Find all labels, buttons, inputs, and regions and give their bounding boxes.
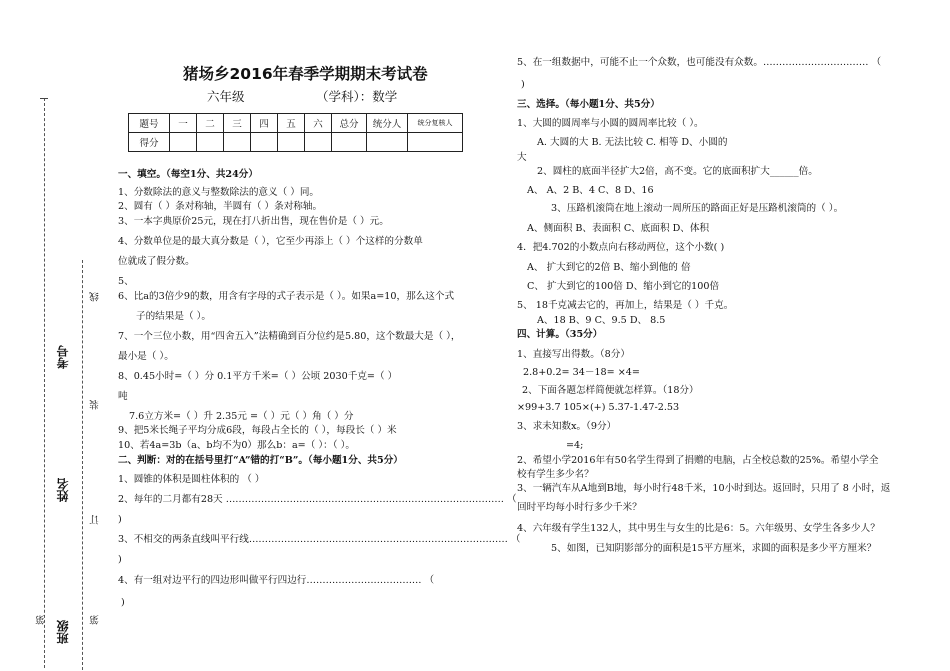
- fill-question-9: 9、把5米长绳子平均分成6段，每段占全长的（ ），每段长（ ）米: [118, 425, 397, 436]
- fill-question-4-cont: 位就成了假分数。: [118, 256, 195, 267]
- score-input-cell[interactable]: [332, 133, 367, 152]
- choice-question-2: 2、圆柱的底面半径扩大2倍，高不变。它的底面积扩大______倍。: [537, 166, 818, 177]
- fill-question-8-cont: 7.6立方米=（ ）升 2.35元 =（ ）元（ ）角（ ）分: [129, 411, 354, 422]
- word-problem-3-cont: 回时平均每小时行多少千米？: [517, 502, 642, 513]
- fill-question-7: 7、一个三位小数，用“四舍五入”法精确到百分位约是5.80，这个数最大是（ ），: [118, 331, 461, 342]
- score-cell: 四: [251, 114, 278, 133]
- choice-question-3-options: A、侧面积 B、表面积 C、底面积 D、体积: [527, 223, 710, 234]
- choice-question-4-options-2: C、 扩大到它的100倍 D、缩小到它的100倍: [527, 281, 720, 292]
- score-cell: 六: [305, 114, 332, 133]
- calc-question-3-items: =4;: [566, 440, 584, 451]
- binding-label-di-2: 第: [90, 615, 101, 625]
- fill-question-10: 10、若4a=3b（a、b均不为0）那么b：a=（ ）：（ ）。: [118, 440, 355, 451]
- score-cell: 总分: [332, 114, 367, 133]
- fill-question-6: 6、比a的3倍少9的数，用含有字母的式子表示是（ ）。如果a=10，那么这个式: [118, 291, 455, 302]
- fill-question-5: 5、: [118, 276, 134, 287]
- score-cell: 统分复核人: [408, 114, 463, 133]
- score-input-cell[interactable]: [408, 133, 463, 152]
- score-cell: 得分: [129, 133, 170, 152]
- choice-question-5: 5、 18千克减去它的，再加上，结果是（ ）千克。: [517, 300, 734, 311]
- grade-label: 六年级: [207, 89, 245, 104]
- binding-dashed-line: [44, 98, 45, 668]
- word-problem-4: 4、六年级有学生132人，其中男生与女生的比是6：5。六年级男、女学生各多少人？: [517, 523, 880, 534]
- binding-label-name: 姓名: [56, 478, 70, 502]
- choice-question-1-cont: 大: [517, 152, 527, 163]
- word-problem-5: 5、如图，已知阴影部分的面积是15平方厘米，求圆的面积是多少平方厘米？: [551, 543, 877, 554]
- calc-question-3: 3、求未知数x。（9分）: [517, 421, 617, 432]
- judge-question-5: 5、在一组数据中，可能不止一个众数，也可能没有众数。…………………………… （: [517, 57, 882, 68]
- word-problem-3: 3、一辆汽车从A地到B地，每小时行48千米，10小时到达。返回时，只用了 8 小时，返: [517, 483, 891, 494]
- fill-question-8-unit: 吨: [118, 391, 128, 402]
- binding-dashed-line-2: [82, 260, 83, 670]
- judge-question-5-paren: ): [521, 79, 525, 90]
- fill-question-1: 1、分数除法的意义与整数除法的意义（ ）同。: [118, 187, 320, 198]
- judge-question-3-paren: ): [118, 554, 122, 565]
- choice-question-1: 1、大圆的圆周率与小圆的圆周率比较（ ）。: [517, 118, 704, 129]
- choice-question-4-options-1: A、 扩大到它的2倍 B、缩小到他的 倍: [527, 262, 691, 273]
- score-cell: 三: [224, 114, 251, 133]
- judge-question-4: 4、有一组对边平行的四边形叫做平行四边行……………………………… （: [118, 575, 435, 586]
- judge-question-2: 2、每年的二月都有28天 …………………………………………………………………………… （: [118, 494, 517, 505]
- calc-question-1: 1、直接写出得数。（8分）: [517, 349, 630, 360]
- judge-question-2-paren: ): [118, 514, 122, 525]
- section-1-heading: 一、填空。（每空1分、共24分）: [118, 169, 258, 180]
- score-table-score-row: [129, 133, 463, 152]
- section-2-heading: 二、判断：对的在括号里打“A”错的打“B”。（每小题1分、共5分）: [118, 455, 403, 466]
- score-table: [128, 113, 463, 152]
- word-problem-2-cont: 校有学生多少名？: [517, 469, 594, 480]
- subject-label: （学科）：数学: [316, 89, 398, 104]
- fill-question-3: 3、一本字典原价25元，现在打八折出售，现在售价是（ ）元。: [118, 216, 389, 227]
- score-input-cell[interactable]: [278, 133, 305, 152]
- score-input-cell[interactable]: [305, 133, 332, 152]
- binding-label-class: 班级: [56, 620, 70, 644]
- binding-label-exam-number: 考号: [56, 345, 70, 369]
- score-cell: 统分人: [367, 114, 408, 133]
- section-3-heading: 三、选择。（每小题1分、共5分）: [517, 99, 660, 110]
- score-cell: 一: [170, 114, 197, 133]
- choice-question-3: 3、压路机滚筒在地上滚动一周所压的路面正好是压路机滚筒的（ ）。: [551, 203, 844, 214]
- binding-label-ding: 订: [90, 515, 101, 525]
- score-cell: 二: [197, 114, 224, 133]
- section-4-heading: 四、计算。（35分）: [517, 329, 603, 340]
- binding-label-zhuang: 装: [90, 400, 101, 410]
- calc-question-2-items: ×99+3.7 105×(+) 5.37-1.47-2.53: [517, 402, 680, 413]
- binding-tick: [40, 98, 48, 99]
- calc-question-1-items: 2.8+0.2= 34－18= ×4=: [523, 367, 640, 378]
- score-input-cell[interactable]: [367, 133, 408, 152]
- fill-question-4: 4、分数单位是的最大真分数是（ ），它至少再添上（ ）个这样的分数单: [118, 236, 423, 247]
- score-cell: 五: [278, 114, 305, 133]
- choice-question-4: 4．把4.702的小数点向右移动两位，这个小数( ): [517, 242, 725, 253]
- choice-question-1-options: A. 大圆的大 B. 无法比较 C. 相等 D、小圆的: [537, 137, 728, 148]
- exam-title: 猪场乡2016年春季学期期末考试卷: [183, 65, 428, 83]
- score-cell: 题号: [129, 114, 170, 133]
- score-input-cell[interactable]: [170, 133, 197, 152]
- binding-label-line: 线: [90, 292, 101, 302]
- calc-question-2: 2、下面各题怎样简便就怎样算。（18分）: [522, 385, 699, 396]
- fill-question-2: 2、圆有（ ）条对称轴，半圆有（ ）条对称轴。: [118, 201, 323, 212]
- fill-question-6-cont: 子的结果是（ ）。: [136, 311, 211, 322]
- judge-question-4-paren: ): [121, 597, 125, 608]
- choice-question-5-options: A、18 B、9 C、9.5 D、 8.5: [537, 315, 666, 326]
- judge-question-3: 3、不相交的两条直线叫平行线……………………………………………………………………… （: [118, 534, 521, 545]
- score-input-cell[interactable]: [251, 133, 278, 152]
- fill-question-8: 8、0.45小时=（ ）分 0.1平方千米=（ ）公顷 2030千克=（ ）: [118, 371, 398, 382]
- fill-question-7-cont: 最小是（ ）。: [118, 351, 174, 362]
- choice-question-2-options: A、 A、2 B、4 C、8 D、16: [527, 185, 654, 196]
- judge-question-1: 1、圆锥的体积是圆柱体积的 （ ）: [118, 474, 265, 485]
- score-input-cell[interactable]: [197, 133, 224, 152]
- binding-label-di: 第: [36, 615, 47, 625]
- score-table-header-row: [129, 114, 463, 133]
- score-input-cell[interactable]: [224, 133, 251, 152]
- word-problem-2: 2、希望小学2016年有50名学生得到了捐赠的电脑，占全校总数的25%。希望小学全: [517, 455, 879, 466]
